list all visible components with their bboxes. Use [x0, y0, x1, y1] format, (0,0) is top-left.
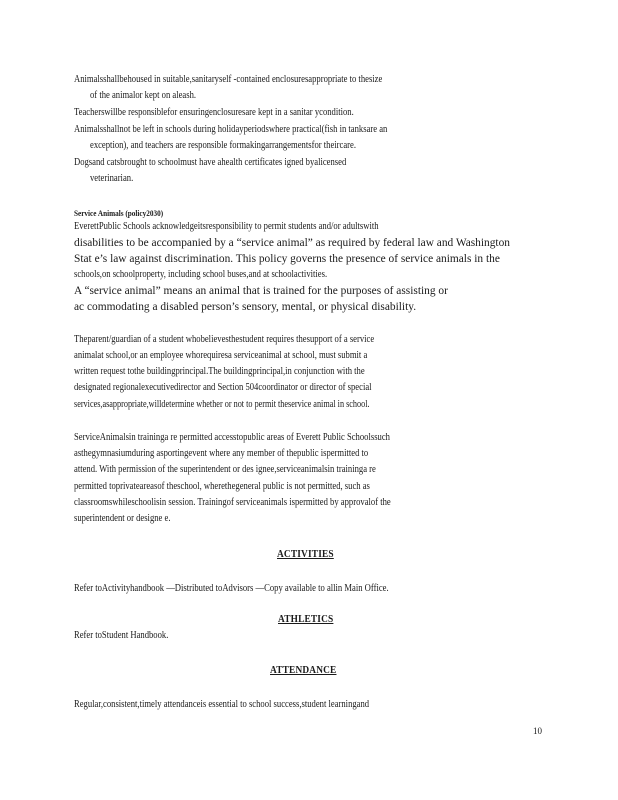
- training-line-4: permitted toprivateareasof theschool, wherethegeneral public is not permitted, such as: [74, 481, 370, 492]
- service-line-3: Stat e’s law against discrimination. This policy governs the presence of service animals in the: [74, 253, 500, 265]
- attendance-text: Regular,consistent,timely attendanceis essential to school success,student learningand: [74, 699, 370, 710]
- parent-line-1: Theparent/guardian of a student whobelievesthestudent requires thesupport of a service: [74, 334, 375, 345]
- training-line-6: superintendent or designe e.: [74, 513, 171, 524]
- service-line-5: A “service animal” means an animal that is trained for the purposes of assisting or: [74, 285, 448, 297]
- parent-line-3: written request tothe buildingprincipal.The buildingprincipal,in conjunction with the: [74, 366, 365, 377]
- parent-line-4: designated regionalexecutivedirector and Section 504coordinator or director of special: [74, 382, 372, 393]
- athletics-heading: ATHLETICS: [278, 613, 334, 625]
- animals-line-3: Teacherswillbe responsiblefor ensuringenclosuresare kept in a sanitar ycondition.: [74, 107, 354, 118]
- service-animals-heading: Service Animals (policy2030): [74, 208, 164, 218]
- parent-line-5: services,asappropriate,willdetermine whether or not to permit theservice animal in school.: [74, 399, 370, 410]
- attendance-heading: ATTENDANCE: [270, 664, 337, 676]
- animals-line-7: veterinarian.: [90, 173, 134, 184]
- service-line-4: schools,on schoolproperty, including school buses,and at schoolactivities.: [74, 269, 328, 280]
- training-line-5: classroomswhileschoolisin session. Trainingof serviceanimals ispermitted by approvalof the: [74, 497, 391, 508]
- training-line-2: asthegymnasiumduring asportingevent where any member of thepublic ispermitted to: [74, 448, 369, 459]
- animals-line-6: Dogsand catsbrought to schoolmust have ahealth certificates igned byalicensed: [74, 157, 347, 168]
- parent-line-2: animalat school,or an employee whorequiresa serviceanimal at school, must submit a: [74, 350, 368, 361]
- activities-heading: ACTIVITIES: [277, 548, 334, 560]
- page-number: 10: [533, 726, 542, 736]
- training-line-1: ServiceAnimalsin traininga re permitted accesstopublic areas of Everett Public Schoolssuch: [74, 432, 390, 443]
- service-line-6: ac commodating a disabled person’s sensory, mental, or physical disability.: [74, 301, 417, 313]
- training-line-3: attend. With permission of the superintendent or des ignee,serviceanimalsin traininga re: [74, 464, 376, 475]
- athletics-text: Refer toStudent Handbook.: [74, 630, 169, 641]
- animals-line-1: Animalsshallbehoused in suitable,sanitaryself -contained enclosuresappropriate to thesize: [74, 74, 383, 85]
- animals-line-4: Animalsshallnot be left in schools during holidayperiodswhere practical(fish in tanksare an: [74, 124, 388, 135]
- animals-line-2: of the animalor kept on aleash.: [90, 90, 197, 101]
- activities-text: Refer toActivityhandbook —Distributed toAdvisors —Copy available to allin Main Office.: [74, 583, 389, 594]
- service-line-1: EverettPublic Schools acknowledgeitsresponsibility to permit students and/or adultswith: [74, 221, 379, 232]
- animals-line-5: exception), and teachers are responsible formakingarrangementsfor theircare.: [90, 140, 356, 151]
- service-line-2: disabilities to be accompanied by a “service animal” as required by federal law and Washington: [74, 237, 510, 249]
